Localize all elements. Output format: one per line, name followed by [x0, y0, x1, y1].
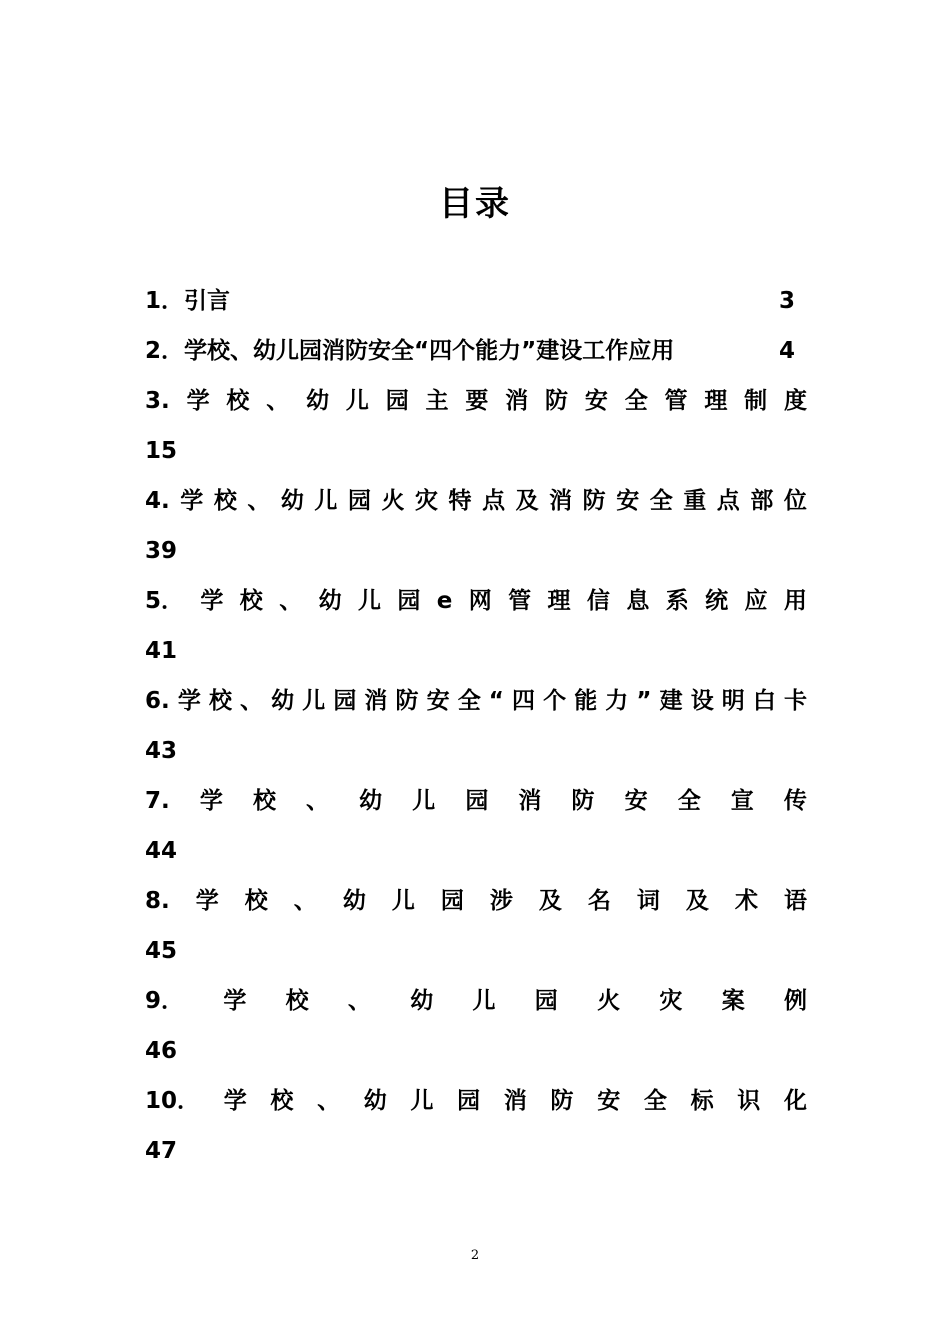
toc-label-char: 儿: [391, 888, 415, 914]
toc-number: 7.: [145, 788, 170, 814]
toc-label-char: 位: [783, 488, 807, 514]
toc-label-char: 园: [534, 988, 558, 1014]
toc-label-char: 幼: [410, 988, 434, 1014]
toc-label-char: 全: [677, 788, 701, 814]
toc-page: 44: [145, 838, 178, 864]
page-title: 目录: [439, 184, 511, 224]
toc-label-char: 幼: [271, 688, 295, 714]
toc-label-char: 校: [208, 688, 232, 714]
toc-label-char: 全: [643, 1088, 667, 1114]
toc-label-char: 网: [468, 588, 492, 614]
toc-label-char: 制: [744, 388, 768, 414]
toc-label-char: 、: [306, 788, 330, 814]
toc-entry-2[interactable]: [145, 331, 807, 371]
toc-label-char: 标: [690, 1088, 714, 1114]
toc-label-char: 设: [690, 688, 714, 714]
toc-label-char: 全: [457, 688, 481, 714]
toc-label-char: 消: [364, 688, 388, 714]
toc-label-char: 防: [550, 1088, 574, 1114]
toc-label-char: 园: [385, 388, 409, 414]
toc-label-char: 语: [783, 888, 807, 914]
toc-label-char: 儿: [357, 588, 381, 614]
toc-label-char: 幼: [363, 1088, 387, 1114]
toc-label-char: 及: [515, 488, 539, 514]
toc-page: 39: [145, 538, 178, 564]
toc-number: 9．: [145, 988, 185, 1014]
toc-entry-8[interactable]: [145, 881, 807, 921]
toc-label-char: 、: [279, 588, 303, 614]
toc-label-char: 点: [716, 488, 740, 514]
toc-label-char: 能: [574, 688, 598, 714]
toc-label-char: 案: [721, 988, 745, 1014]
toc-label-char: 传: [783, 788, 807, 814]
toc-label-char: 用: [783, 588, 807, 614]
toc-entry-10[interactable]: [145, 1081, 807, 1121]
toc-label-char: 、: [317, 1088, 341, 1114]
toc-label-char: 、: [293, 888, 317, 914]
toc-label-char: 识: [737, 1088, 761, 1114]
toc-label: 2．学校、幼儿园消防安全“四个能力”建设工作应用: [145, 338, 675, 364]
toc-label-char: 园: [347, 488, 371, 514]
toc-label-char: 卡: [783, 688, 807, 714]
toc-label-char: 校: [252, 788, 276, 814]
toc-label-char: 全: [624, 388, 648, 414]
toc-number: 10．: [145, 1088, 201, 1114]
toc-label-char: 灾: [659, 988, 683, 1014]
toc-label-char: 、: [247, 488, 271, 514]
toc-label-char: 、: [347, 988, 371, 1014]
toc-label-char: 术: [734, 888, 758, 914]
toc-label-char: 名: [587, 888, 611, 914]
toc-label-char: 学: [223, 988, 247, 1014]
toc-label-char: 特: [448, 488, 472, 514]
toc-label-char: 学: [195, 888, 219, 914]
toc-label-char: 点: [482, 488, 506, 514]
toc-label-char: 系: [665, 588, 689, 614]
toc-label-char: 涉: [489, 888, 513, 914]
toc-label-char: 力: [605, 688, 629, 714]
toc-label-char: 全: [649, 488, 673, 514]
toc-label-char: 园: [465, 788, 489, 814]
toc-label-char: 儿: [472, 988, 496, 1014]
toc-label-char: 防: [582, 488, 606, 514]
toc-label-char: 防: [545, 388, 569, 414]
page-number: 2: [470, 1248, 480, 1263]
toc-label-char: 及: [685, 888, 709, 914]
toc-label-char: e: [436, 588, 453, 614]
toc-label-char: 幼: [306, 388, 330, 414]
toc-label-char: 园: [457, 1088, 481, 1114]
toc-label-char: 信: [586, 588, 610, 614]
toc-label-char: 明: [721, 688, 745, 714]
toc-label-char: 火: [381, 488, 405, 514]
toc-label-char: 要: [465, 388, 489, 414]
toc-label-char: 学: [180, 488, 204, 514]
toc-label-char: 白: [752, 688, 776, 714]
toc-label-char: 校: [244, 888, 268, 914]
toc-label-char: 学: [177, 688, 201, 714]
toc-label-char: 理: [547, 588, 571, 614]
toc-label-char: 园: [440, 888, 464, 914]
toc-entry-5[interactable]: [145, 581, 807, 621]
toc-label-char: 宣: [730, 788, 754, 814]
toc-label-char: 校: [213, 488, 237, 514]
toc-label-char: 、: [266, 388, 290, 414]
toc-label-char: 管: [508, 588, 532, 614]
toc-entry-9[interactable]: [145, 981, 807, 1021]
toc-label-char: 幼: [359, 788, 383, 814]
toc-label-char: 儿: [412, 788, 436, 814]
toc-page: 45: [145, 938, 178, 964]
toc-label-char: 主: [425, 388, 449, 414]
toc-page: 41: [145, 638, 178, 664]
toc-label-char: 火: [597, 988, 621, 1014]
toc-label-char: 儿: [410, 1088, 434, 1114]
toc-label-char: 及: [538, 888, 562, 914]
toc-label-char: 校: [226, 388, 250, 414]
toc-number: 6.: [145, 688, 170, 714]
toc-label-char: 儿: [302, 688, 326, 714]
toc-entry-7[interactable]: [145, 781, 807, 821]
toc-label-char: 学: [199, 788, 223, 814]
toc-label-char: 防: [395, 688, 419, 714]
toc-label-char: 化: [783, 1088, 807, 1114]
toc-entry-3[interactable]: [145, 381, 807, 421]
toc-label-char: 灾: [415, 488, 438, 514]
toc-label-char: 儿: [345, 388, 369, 414]
toc-page: 3: [778, 288, 795, 314]
toc-label-char: 园: [333, 688, 357, 714]
toc-label: 1．引言: [145, 288, 231, 314]
toc-label-char: 幼: [318, 588, 342, 614]
toc-page: 46: [145, 1038, 178, 1064]
toc-label-char: 学: [223, 1088, 247, 1114]
toc-label-char: 例: [783, 988, 807, 1014]
toc-label-char: 消: [505, 388, 529, 414]
toc-label-char: 安: [616, 488, 640, 514]
toc-label-char: 校: [270, 1088, 294, 1114]
toc-label-char: 安: [426, 688, 450, 714]
toc-label-char: 个: [543, 688, 567, 714]
toc-label-char: 、: [240, 688, 264, 714]
toc-page: 43: [145, 738, 178, 764]
toc-label-char: 理: [704, 388, 728, 414]
toc-label-char: 部: [750, 488, 774, 514]
toc-label-char: 重: [683, 488, 707, 514]
toc-label-char: 消: [503, 1088, 527, 1114]
toc-label-char: 安: [597, 1088, 621, 1114]
toc-page: 15: [145, 438, 178, 464]
toc-label-char: 儿: [314, 488, 338, 514]
toc-label-char: 消: [549, 488, 573, 514]
toc-page: 47: [145, 1138, 178, 1164]
toc-label-char: 学: [200, 588, 224, 614]
toc-number: 5．: [145, 588, 185, 614]
toc-label-char: 息: [626, 588, 650, 614]
toc-label-char: 统: [705, 588, 729, 614]
toc-label-char: “: [488, 688, 504, 714]
toc-label-char: 消: [518, 788, 542, 814]
toc-label-char: 四: [512, 688, 535, 714]
toc-page: 4: [778, 338, 795, 364]
toc-label-char: ”: [636, 688, 652, 714]
toc-label-char: 管: [664, 388, 688, 414]
toc-label-char: 幼: [342, 888, 366, 914]
toc-label-char: 学: [186, 388, 210, 414]
toc-label-char: 度: [784, 388, 807, 414]
toc-number: 8.: [145, 888, 170, 914]
toc-label-char: 幼: [280, 488, 304, 514]
toc-label-char: 安: [624, 788, 648, 814]
toc-label-char: 校: [285, 988, 309, 1014]
toc-number: 3.: [145, 388, 170, 414]
toc-label-char: 安: [584, 388, 608, 414]
toc-entry-1[interactable]: [145, 281, 807, 321]
toc-label-char: 词: [636, 888, 660, 914]
toc-label-char: 建: [659, 688, 683, 714]
toc-label-char: 校: [239, 588, 263, 614]
toc-label-char: 应: [744, 588, 768, 614]
toc-label-char: 防: [571, 788, 595, 814]
toc-entry-4[interactable]: [145, 481, 807, 521]
toc-number: 4.: [145, 488, 170, 514]
toc-entry-6[interactable]: [145, 681, 807, 721]
toc-label-char: 园: [397, 588, 421, 614]
